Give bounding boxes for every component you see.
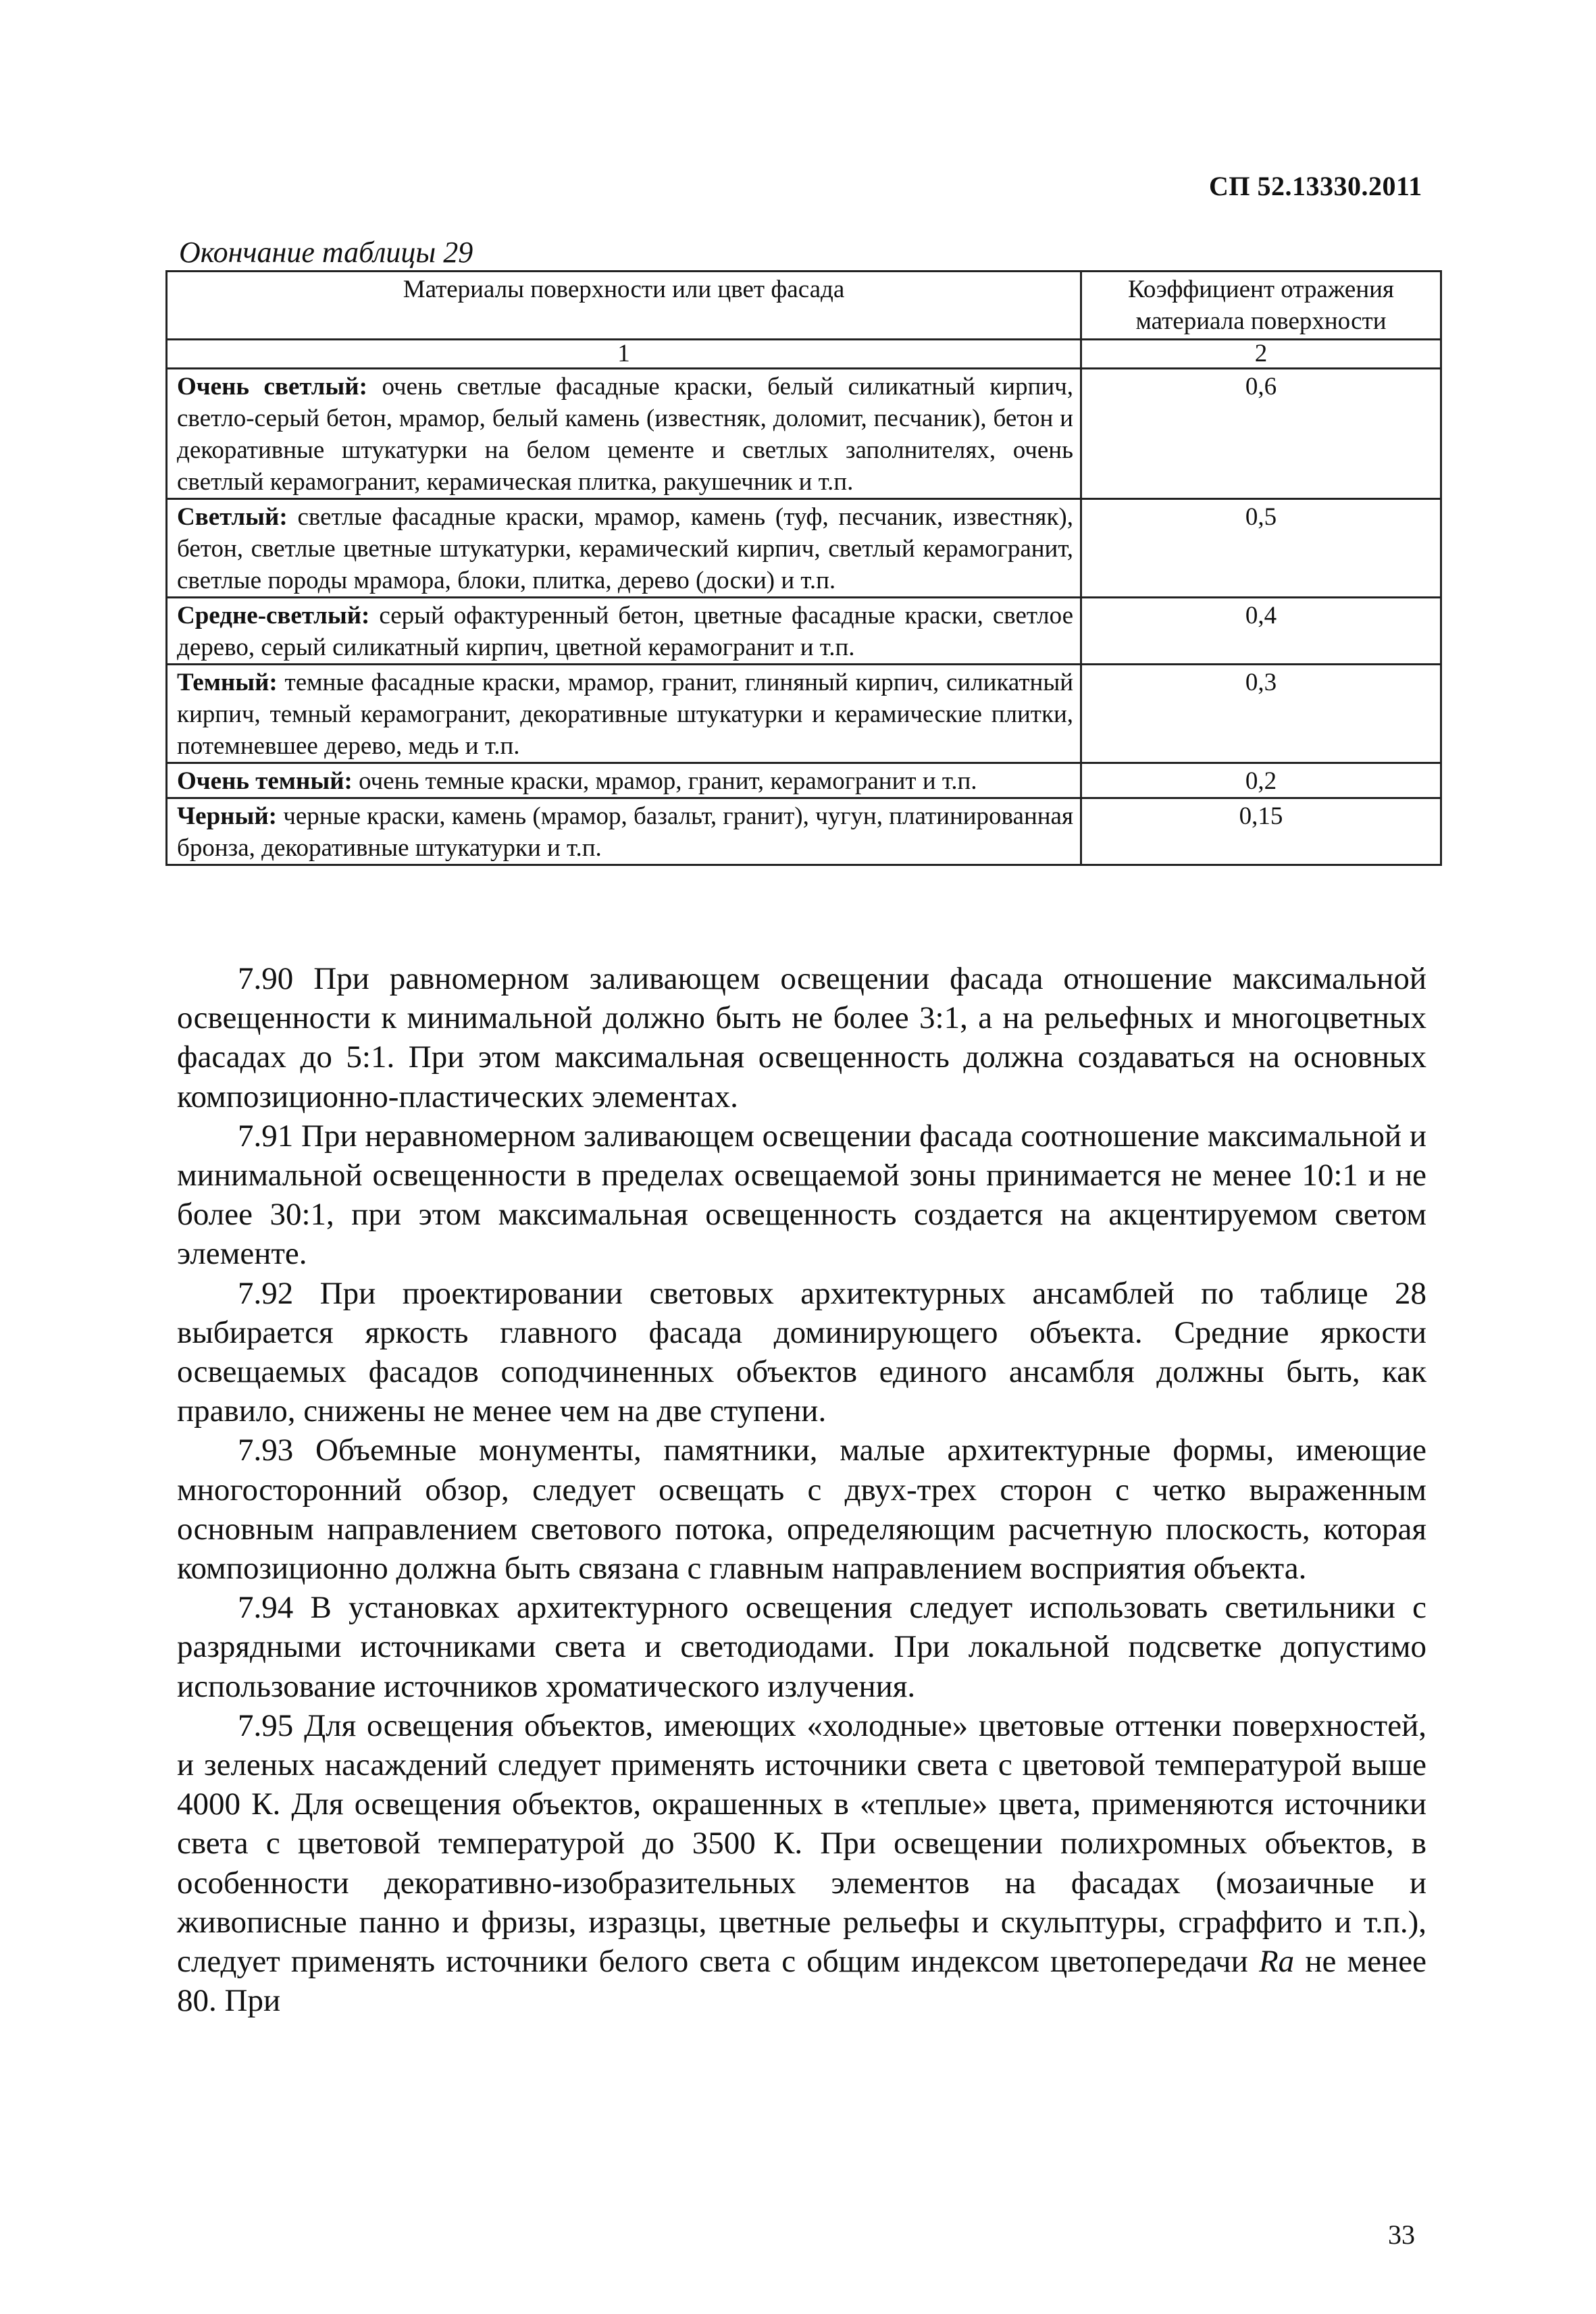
table-header-row xyxy=(167,272,1441,340)
paragraph-7-92: 7.92 При проектировании световых архитектурных ансамблей по таблице 28 выбирается яркость главного фасада доминирующего объекта. Средние яркости освещаемых фасадов соподчиненных объектов единого ансамбля должны быть, как правило, снижены не менее чем на две ступени. xyxy=(177,1275,1426,1429)
page-number: 33 xyxy=(1388,2219,1415,2250)
material-description xyxy=(167,598,1081,665)
category-text: темные фасадные краски, мрамор, гранит, глиняный кирпич, силикатный кирпич, темный керамогранит, декоративные штукатурки и керамические плитки, потемневшее дерево, медь и т.п. xyxy=(177,669,1073,760)
document-code: СП 52.13330.2011 xyxy=(1209,171,1422,201)
column-number-row xyxy=(167,340,1441,369)
col-header-coefficient: Коэффициент отражения материала поверхности xyxy=(1081,272,1441,340)
category-text: очень темные краски, мрамор, гранит, керамогранит и т.п. xyxy=(352,767,977,795)
reflectance-value: 0,6 xyxy=(1081,369,1441,499)
table-row xyxy=(167,598,1441,665)
category-term: Черный: xyxy=(177,802,277,830)
paragraph-7-90: 7.90 При равномерном заливающем освещении фасада отношение максимальной освещенности к минимальной должно быть не более 3:1, а на рельефных и многоцветных фасадах до 5:1. При этом максимальная освещенность должна создаваться на основных композиционно-пластических элементах. xyxy=(177,961,1426,1114)
reflectance-value: 0,4 xyxy=(1081,598,1441,665)
paragraph-7-91: 7.91 При неравномерном заливающем освещении фасада соотношение максимальной и минимальной освещенности в пределах освещаемой зоны принимается не менее 10:1 и не более 30:1, при этом максимальная освещенность создается на акцентируемом светом элементе. xyxy=(177,1118,1426,1272)
body-text xyxy=(177,959,1426,2020)
material-description xyxy=(167,665,1081,763)
paragraph-7-95-text: 7.95 Для освещения объектов, имеющих «холодные» цветовые оттенки поверхностей, и зеленых насаждений следует применять источники света с цветовой температурой выше 4000 К. Для освещения объектов, окрашенных в «теплые» цвета, применяются источники света с цветовой температурой до 3500 К. При освещении полихромных объектов, в особенности декоративно-изобразительных элементов на фасадах (мозаичные и живописные панно и фризы, изразцы, цветные рельефы и скульптуры, сграффито и т.п.), следует применять источники белого света с общим индексом цветопередачи xyxy=(177,1707,1426,1980)
reflectance-table xyxy=(165,270,1442,866)
category-term: Светлый: xyxy=(177,503,288,531)
table-row xyxy=(167,798,1441,865)
col-number-2: 2 xyxy=(1081,340,1441,369)
reflectance-value: 0,2 xyxy=(1081,763,1441,798)
category-text: черные краски, камень (мрамор, базальт, гранит), чугун, платинированная бронза, декоративные штукатурки и т.п. xyxy=(177,802,1073,862)
material-description xyxy=(167,499,1081,598)
col-header-materials: Материалы поверхности или цвет фасада xyxy=(167,272,1081,340)
table-row xyxy=(167,369,1441,499)
category-term: Очень темный: xyxy=(177,767,353,795)
reflectance-value: 0,15 xyxy=(1081,798,1441,865)
category-text: серый офактуренный бетон, цветные фасадные краски, светлое дерево, серый силикатный кирпич, цветной керамогранит и т.п. xyxy=(177,602,1073,661)
reflectance-value: 0,5 xyxy=(1081,499,1441,598)
paragraph-7-94: 7.94 В установках архитектурного освещения следует использовать светильники с разрядными источниками света и светодиодами. При локальной подсветке допустимо использование источников хроматического излучения. xyxy=(177,1590,1426,1704)
paragraph-7-95-tail: не менее 80. При xyxy=(177,1944,1426,2019)
paragraph-7-95 xyxy=(177,1706,1426,2021)
ra-symbol: Ra xyxy=(1258,1944,1295,1980)
category-text: очень светлые фасадные краски, белый силикатный кирпич, светло-серый бетон, мрамор, белый камень (известняк, доломит, песчаник), бетон и декоративные штукатурки на белом цементе и светлых заполнителях, очень светлый керамогранит, керамическая плитка, ракушечник и т.п. xyxy=(177,373,1073,496)
table-row xyxy=(167,499,1441,598)
category-text: светлые фасадные краски, мрамор, камень (туф, песчаник, известняк), бетон, светлые цветные штукатурки, керамический кирпич, светлый керамогранит, светлые породы мрамора, блоки, плитка, дерево (доски) и т.п. xyxy=(177,503,1073,594)
category-term: Темный: xyxy=(177,669,278,696)
category-term: Средне-светлый: xyxy=(177,602,370,629)
category-term: Очень светлый: xyxy=(177,373,367,401)
material-description xyxy=(167,369,1081,499)
table-caption: Окончание таблицы 29 xyxy=(179,236,473,269)
col-number-1: 1 xyxy=(167,340,1081,369)
table-row xyxy=(167,763,1441,798)
table-row xyxy=(167,665,1441,763)
material-description xyxy=(167,798,1081,865)
paragraph-7-93: 7.93 Объемные монументы, памятники, малые архитектурные формы, имеющие многосторонний обзор, следует освещать с двух-трех сторон с четко выраженным основным направлением светового потока, определяющим расчетную плоскость, которая композиционно должна быть связана с главным направлением восприятия объекта. xyxy=(177,1433,1426,1587)
material-description xyxy=(167,763,1081,798)
reflectance-value: 0,3 xyxy=(1081,665,1441,763)
